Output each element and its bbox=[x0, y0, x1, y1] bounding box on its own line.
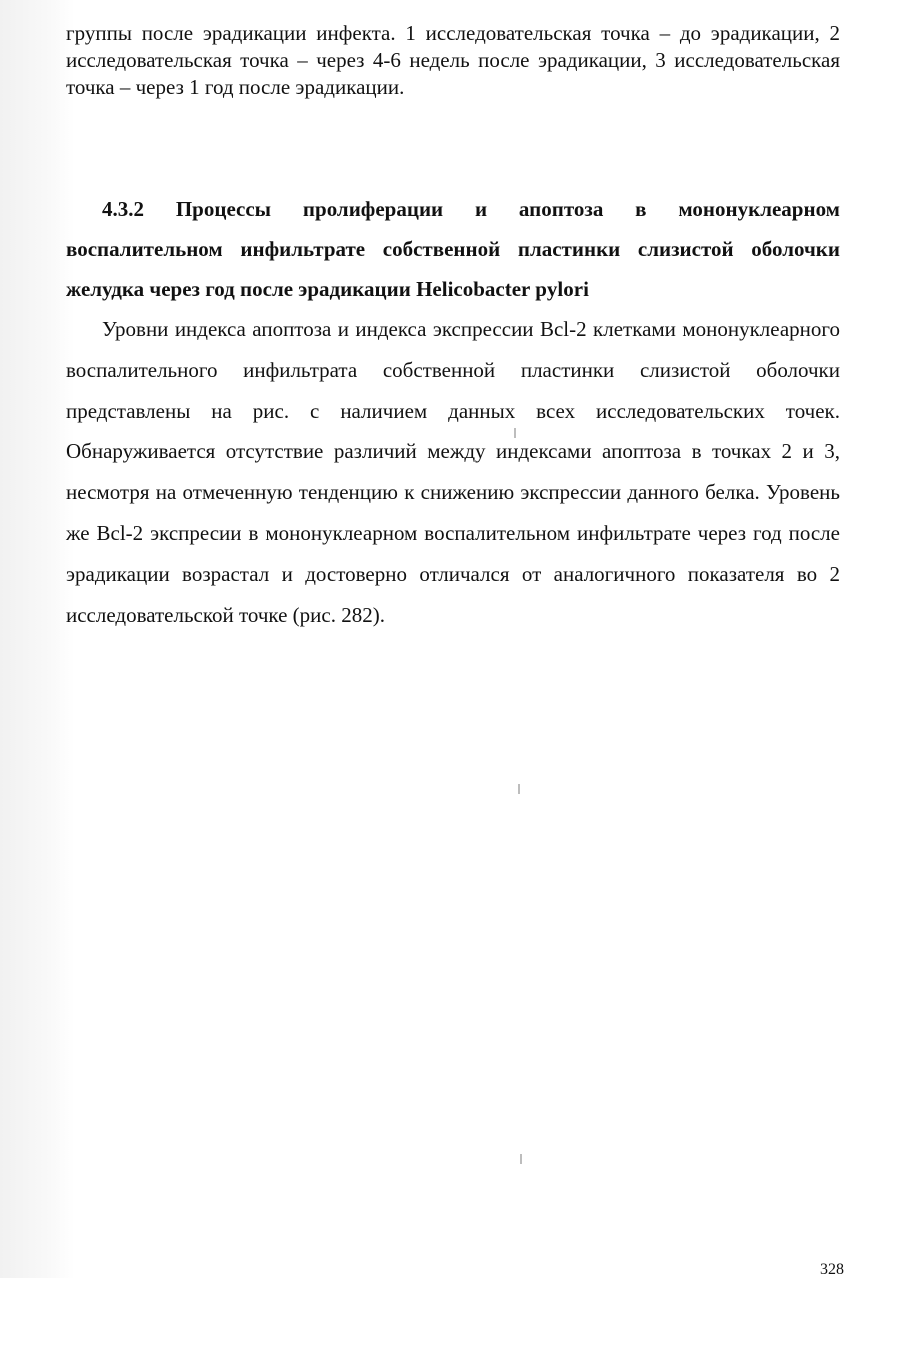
scan-edge-shadow bbox=[0, 0, 75, 1278]
scan-artifact-mark bbox=[514, 428, 516, 438]
intro-paragraph: группы после эрадикации инфекта. 1 исследовательская точка – до эрадикации, 2 исследовательская точка – через 4-6 недель после эрадикации, 3 исследовательская точка – через 1 год после эрадикации. bbox=[66, 21, 840, 99]
scan-artifact-mark bbox=[518, 784, 520, 794]
scan-artifact-mark bbox=[520, 1154, 522, 1164]
section-heading: 4.3.2 Процессы пролиферации и апоптоза в мононуклеарном воспалительном инфильтрате собственной пластинки слизистой оболочки желудка через год после эрадикации Helicobacter pylori bbox=[66, 197, 840, 301]
page-number: 328 bbox=[820, 1261, 844, 1278]
body-paragraph: Уровни индекса апоптоза и индекса экспрессии Bcl-2 клетками мононуклеарного воспалительного инфильтрата собственной пластинки слизистой оболочки представлены на рис. с наличием данных всех исследовательских точек. Обнаруживается отсутствие различий между индексами апоптоза в точках 2 и 3, несмотря на отмеченную тенденцию к снижению экспрессии данного белка. Уровень же Bcl-2 экспресии в мононуклеарном воспалительном инфильтрате через год после эрадикации возрастал и достоверно отличался от аналогичного показателя во 2 исследовательской точке (рис. 282). bbox=[66, 317, 840, 627]
document-page bbox=[66, 20, 840, 635]
